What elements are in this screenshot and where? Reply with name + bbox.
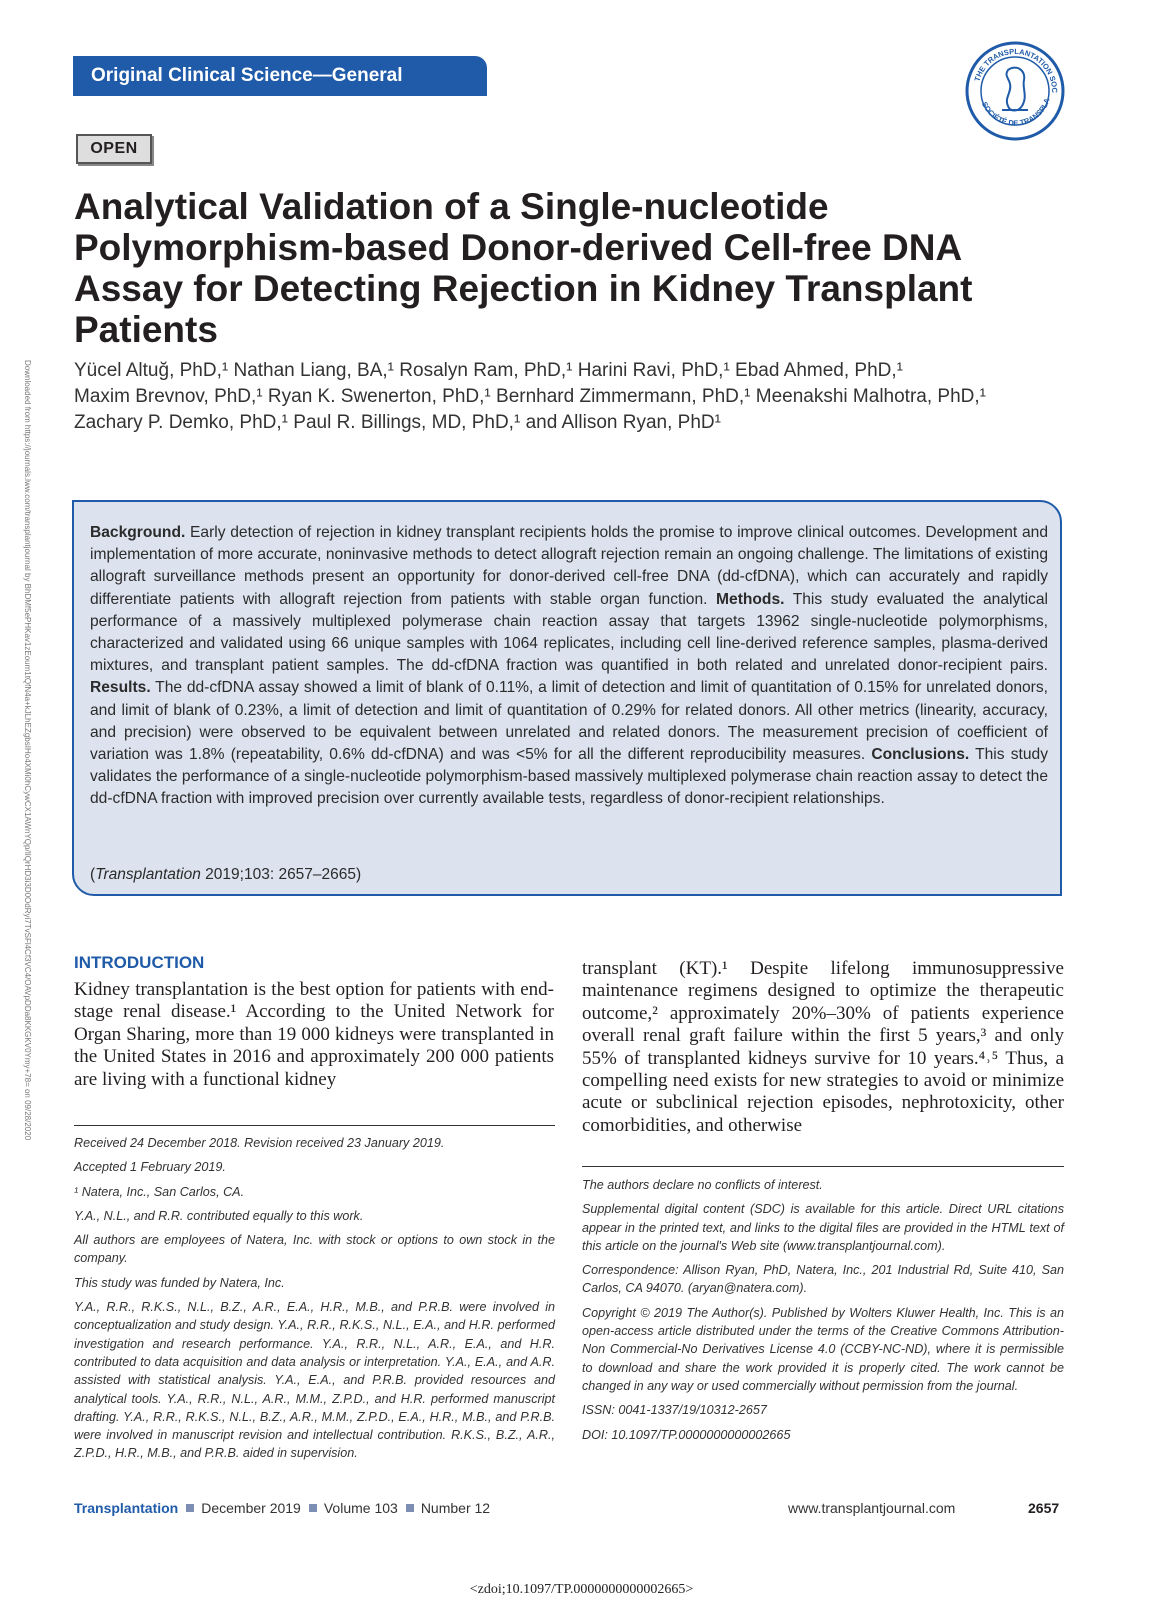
section-heading-introduction: INTRODUCTION <box>74 953 205 972</box>
footer-journal: Transplantation <box>74 1500 179 1516</box>
footnote-contributions: Y.A., R.R., R.K.S., N.L., B.Z., A.R., E.A., H.R., M.B., and P.R.B. were involved in conceptualization and study design. Y.A., R.R., R.K.S., N.L., E.A., and H.R. performed investigation and research performance. Y.A., R.R., N.L., A.R., E.A., and H.R. contributed to data acquisition and data analysis or interpretation. Y.A., E.A., and A.R. assisted with statistical analysis. Y.A., E.A., and P.R.B. provided resources and analytical tools. Y.A., R.R., N.L., A.R., M.M., Z.P.D., and H.R. performed manuscript drafting. Y.A., R.R., R.K.S., N.L., B.Z., A.R., M.M., Z.P.D., E.A., H.R., M.B., and P.R.B. were involved in manuscript revision and intellectual contribution. R.K.S., B.Z., A.R., Z.P.D., H.R., M.B., and P.R.B. aided in supervision. <box>74 1300 555 1461</box>
footnote: Accepted 1 February 2019. <box>74 1160 226 1175</box>
footer-url[interactable]: www.transplantjournal.com <box>788 1500 956 1516</box>
footnote: ¹ Natera, Inc., San Carlos, CA. <box>74 1184 245 1199</box>
bottom-doi: <zdoi;10.1097/TP.0000000000002665> <box>469 1582 694 1597</box>
background-text: Early detection of rejection in kidney transplant recipients holds the promise to improve clinical outcomes. Development and implementation of more accurate, noninvasive methods to detect allograft rejection remain an ongoing challenge. The limitations of existing allograft surveillance methods present an opportunity for donor-derived cell-free DNA (dd-cfDNA), which can accurately and rapidly differentiate patients with allograft rejection from patients with stable organ function. <box>90 524 1048 608</box>
footnote-issn: ISSN: 0041-1337/19/10312-2657 <box>582 1403 767 1418</box>
abstract-citation: (Transplantation 2019;103: 2657–2665) <box>90 866 362 883</box>
svg-text:THE TRANSPLANTATION SOCIETY: THE TRANSPLANTATION SOC <box>972 46 1060 93</box>
conclusions-text: This study validates the performance of a single-nucleotide polymorphism-based massively multiplexed polymerase chain reaction assay to detect the dd-cfDNA fraction with improved precision over currently available tests, regardless of donor-recipient relationships. <box>90 746 1048 808</box>
open-access-badge: OPEN <box>76 134 152 164</box>
download-watermark: Downloaded from https://journals.lww.com/transplantjournal by BhDMf5ePHKav1zEoum1tQfN4a+kJLhEZgbsIHo4XMi0hCywCX1AWnYQp/IlQrHD3i3D0OdRyi7TvSFl4Cf3VC4/OAVpDDa8KKGKV0Ymy+78= on 09/28/2020 <box>23 360 32 1141</box>
abstract-text <box>90 522 1048 811</box>
footer-number: Number 12 <box>420 1500 491 1516</box>
footnote-doi: DOI: 10.1097/TP.0000000000002665 <box>582 1427 791 1442</box>
methods-text: This study evaluated the analytical performance of a massively multiplexed polymerase chain reaction assay that targets 13962 single-nucleotide polymorphisms, characterized and validated using 66 unique samples with 1064 replicates, including cell line-derived reference samples, plasma-derived mixtures, and transplant patient samples. The dd-cfDNA fraction was quantified in both related and unrelated donor-recipient pairs. <box>90 590 1048 675</box>
square-bullet-icon <box>309 1504 317 1512</box>
footer-volume: Volume 103 <box>323 1500 398 1516</box>
conclusions-label: Conclusions. <box>871 746 970 764</box>
society-logo-icon <box>964 40 1066 142</box>
citation-details: 2019;103: 2657–2665) <box>200 866 362 883</box>
footnote: Supplemental digital content (SDC) is available for this article. Direct URL citations appear in the printed text, and links to the digital files are provided in the HTML text of this article on the journal's Web site (www.transplantjournal.com). <box>582 1202 1064 1253</box>
page-number: 2657 <box>1028 1500 1060 1516</box>
article-title: Analytical Validation of a Single-nucleotide Polymorphism-based Donor-derived Cell-free DNA Assay for Detecting Rejection in Kidney Transplant Patients <box>74 186 973 350</box>
section-tab-label: Original Clinical Science—General <box>91 65 403 86</box>
authors-line: Maxim Brevnov, PhD,¹ Ryan K. Swenerton, PhD,¹ Bernhard Zimmermann, PhD,¹ Meenakshi Malhotra, PhD,¹ <box>74 386 986 407</box>
citation-journal: Transplantation <box>95 866 201 883</box>
footer-date: December 2019 <box>201 1500 301 1516</box>
footnote: The authors declare no conflicts of interest. <box>582 1178 823 1192</box>
methods-label: Methods. <box>716 590 785 608</box>
footnotes-left <box>74 1134 555 1463</box>
svg-text:SOCIÉTÉ DE TRANSPLANTATION: SOCIÉTÉ DE TRANSPLA <box>979 96 1052 128</box>
author-list <box>74 358 1084 436</box>
footnote-correspondence: Correspondence: Allison Ryan, PhD, Natera, Inc., 201 Industrial Rd, Suite 410, San Carlos, CA 94070. (aryan@natera.com). <box>582 1263 1064 1296</box>
footnote-copyright: Copyright © 2019 The Author(s). Published by Wolters Kluwer Health, Inc. This is an open-access article distributed under the terms of the Creative Commons Attribution-Non Commercial-No Derivatives License 4.0 (CCBY-NC-ND), where it is permissible to download and share the work provided it is properly cited. The work cannot be changed in any way or used commercially without permission from the journal. <box>582 1305 1064 1393</box>
results-text: The dd-cfDNA assay showed a limit of blank of 0.11%, a limit of detection and limit of quantitation of 0.15% for unrelated donors, and limit of blank of 0.23%, a limit of detection and limit of quantitation of 0.29% for related donors. All other metrics (linearity, accuracy, and precision) were observed to be equivalent between unrelated and related donors. The measurement precision of coefficient of variation was 1.8% (repeatability, 0.6% dd-cfDNA) and was <5% for all the different reproducibility measures. <box>90 679 1048 764</box>
footnote-divider <box>582 1166 1064 1167</box>
footnote: Received 24 December 2018. Revision received 23 January 2019. <box>74 1136 445 1150</box>
intro-paragraph-right: transplant (KT).¹ Despite lifelong immunosuppressive maintenance regimens designed to optimize the therapeutic outcome,² approximately 20%–30% of patients experience overall renal graft failure within the first 5 years,³ and only 55% of transplanted kidneys survive for 10 years.⁴˒⁵ Thus, a compelling need exists for new strategies to avoid or minimize acute or subclinical rejection episodes, nephrotoxicity, other comorbidities, and otherwise <box>582 958 1064 1136</box>
footnote-divider <box>74 1125 555 1126</box>
footnote: Y.A., N.L., and R.R. contributed equally to this work. <box>74 1208 364 1223</box>
footnotes-right <box>582 1176 1064 1444</box>
footnote: This study was funded by Natera, Inc. <box>74 1275 285 1290</box>
square-bullet-icon <box>406 1504 414 1512</box>
intro-paragraph-left: Kidney transplantation is the best option for patients with end-stage renal disease.¹ According to the United Network for Organ Sharing, more than 19 000 kidneys were transplanted in the United States in 2016 and approximately 200 000 patients are living with a functional kidney <box>74 979 554 1090</box>
running-footer <box>74 1500 490 1516</box>
authors-line: Zachary P. Demko, PhD,¹ Paul R. Billings, MD, PhD,¹ and Allison Ryan, PhD¹ <box>74 412 721 433</box>
authors-line: Yücel Altuğ, PhD,¹ Nathan Liang, BA,¹ Rosalyn Ram, PhD,¹ Harini Ravi, PhD,¹ Ebad Ahmed, PhD,¹ <box>74 360 903 381</box>
footnote: All authors are employees of Natera, Inc. with stock or options to own stock in the company. <box>74 1233 555 1266</box>
results-label: Results. <box>90 679 151 697</box>
section-tab <box>73 56 487 96</box>
background-label: Background. <box>90 524 186 541</box>
square-bullet-icon <box>186 1504 194 1512</box>
